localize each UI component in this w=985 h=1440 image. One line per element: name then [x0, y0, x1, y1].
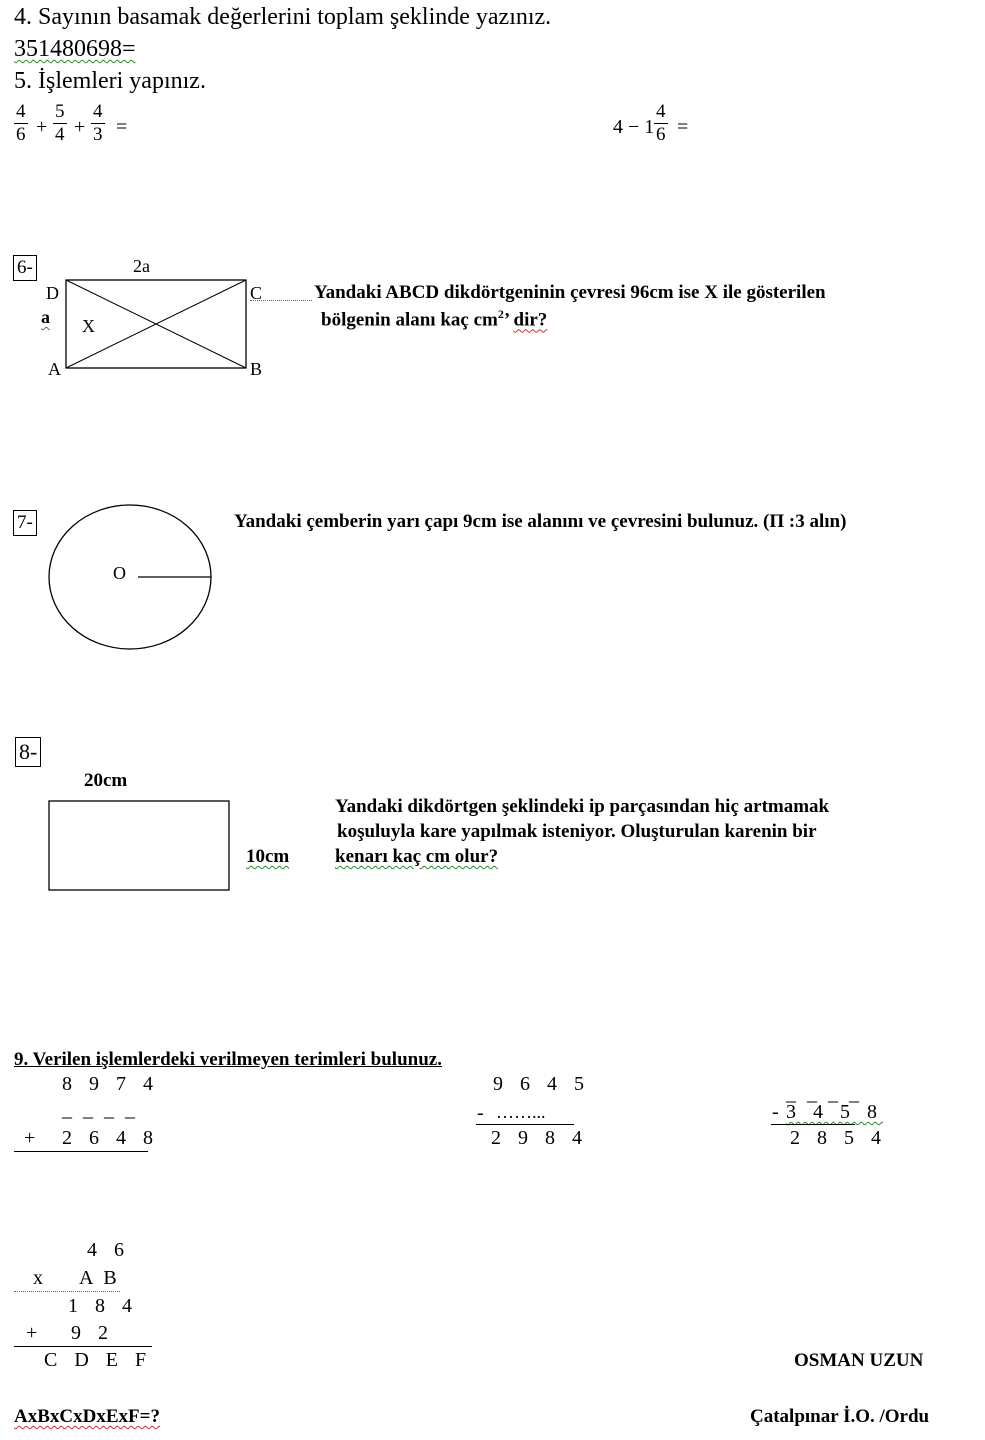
multiplication-partial1: 1 8 4 [68, 1295, 138, 1317]
label-2a: 2a [133, 256, 150, 276]
multiplication-top: 4 6 [87, 1239, 130, 1261]
subtraction1-top: 9 6 4 5 [493, 1073, 590, 1095]
addition-line [14, 1151, 148, 1152]
subtraction1-dots: ……... [496, 1102, 546, 1122]
fraction-4-denominator: 6 [656, 124, 666, 145]
q4-number: 351480698= [14, 36, 136, 62]
addition-plus: + [24, 1127, 36, 1149]
q7-text: Yandaki çemberin yarı çapı 9cm ise alanını ve çevresini bulunuz. (Π :3 alın) [234, 511, 847, 532]
mixed-whole: 4 − 1 [613, 116, 655, 138]
fraction-2-numerator: 5 [55, 101, 65, 122]
fraction-3-numerator: 4 [93, 101, 103, 122]
q8-number: 8- [15, 737, 41, 767]
multiplication-x: x [33, 1267, 43, 1289]
q7-number: 7- [13, 510, 37, 536]
equals-sign-1: = [116, 116, 128, 138]
label-c: C [250, 283, 263, 303]
subtraction1-minus: - [477, 1102, 484, 1124]
multiplication-partial2: 9 2 [71, 1322, 114, 1344]
region-label-x: X [82, 316, 95, 336]
multiplication-line-1 [14, 1291, 120, 1292]
subtraction1-result: 2 9 8 4 [491, 1127, 588, 1149]
q5-title: 5. İşlemleri yapınız. [14, 68, 206, 94]
label-10cm: 10cm [246, 846, 290, 867]
final-question: AxBxCxDxExF=? [14, 1406, 160, 1427]
label-b: B [250, 359, 263, 379]
addition-bottom: 2 6 4 8 [62, 1127, 159, 1149]
q4-title: 4. Sayının basamak değerlerini toplam şeklinde yazınız. [14, 4, 552, 30]
subtraction1-line [476, 1124, 574, 1125]
equals-sign-2: = [677, 116, 689, 138]
multiplication-plus: + [26, 1322, 38, 1344]
side-label-a: a [41, 307, 50, 327]
multiplication-result: C D E F [44, 1349, 153, 1371]
subtraction2-minus: - [772, 1101, 779, 1123]
subtraction2-result: 2 8 5 4 [790, 1127, 887, 1149]
q8-text-line3: kenarı kaç cm olur? [335, 846, 499, 867]
multiplication-multiplier: A B [79, 1267, 120, 1289]
multiplication-line-2 [14, 1346, 152, 1347]
fraction-1-denominator: 6 [16, 124, 26, 145]
addition-top: 8 9 7 4 [62, 1073, 159, 1095]
q6-text-line2: bölgenin alanı kaç $cm^2$’ dir? [321, 307, 548, 331]
subtraction2-middle: 3 4 5 8 [786, 1101, 883, 1123]
author-name: OSMAN UZUN [794, 1350, 924, 1371]
fraction-2-denominator: 4 [55, 124, 65, 145]
school-name: Çatalpınar İ.O. /Ordu [750, 1406, 930, 1427]
q9-title: 9. Verilen işlemlerdeki verilmeyen terimleri bulunuz. [14, 1049, 442, 1070]
center-label-o: O [113, 563, 126, 583]
label-a: A [48, 359, 61, 379]
q6-text-line1: Yandaki ABCD dikdörtgeninin çevresi 96cm ise X ile gösterilen [314, 282, 826, 303]
label-d: D [46, 283, 59, 303]
plus-sign-1: + [36, 116, 48, 138]
q8-text-line1: Yandaki dikdörtgen şeklindeki ip parçasından hiç artmamak [335, 796, 830, 817]
label-20cm: 20cm [84, 770, 128, 791]
subtraction2-blanks: _ _ _ _ [786, 1083, 862, 1105]
fraction-3-denominator: 3 [93, 124, 103, 145]
q8-text-line2: koşuluyla kare yapılmak isteniyor. Oluşturulan karenin bir [337, 821, 817, 842]
q6-number: 6- [13, 255, 37, 281]
plus-sign-2: + [74, 116, 86, 138]
rope-rectangle [49, 801, 229, 890]
fraction-4-numerator: 4 [656, 101, 666, 122]
fraction-1-numerator: 4 [16, 101, 26, 122]
addition-blanks: _ _ _ _ [62, 1099, 138, 1121]
subtraction2-line [771, 1124, 855, 1125]
